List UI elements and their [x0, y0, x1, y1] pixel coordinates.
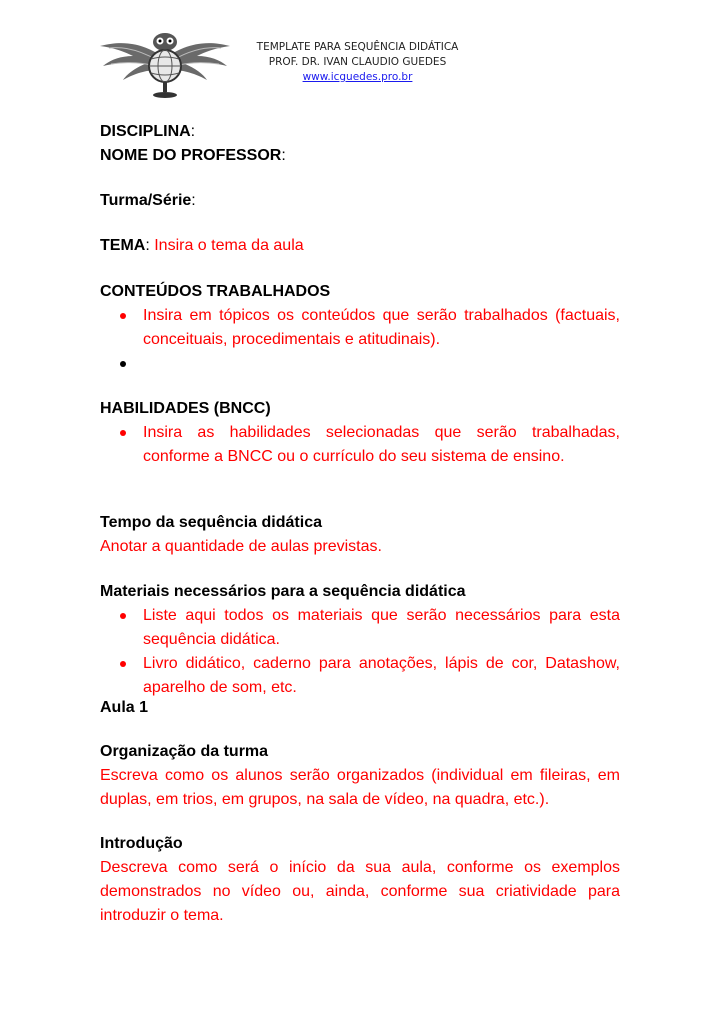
- disciplina-label: DISCIPLINA: [100, 123, 191, 140]
- list-item-text: Insira as habilidades selecionadas que serão trabalhadas, conforme a BNCC ou o currículo do seu sistema de ensino.: [143, 424, 620, 465]
- list-item: [100, 421, 620, 469]
- introducao-heading: Introdução: [100, 835, 183, 852]
- bullet-icon: [120, 430, 126, 436]
- aula-heading: Aula 1: [100, 699, 149, 716]
- colon: :: [190, 123, 196, 140]
- bullet-icon: [120, 313, 126, 319]
- colon: :: [281, 147, 286, 164]
- list-item-text: Liste aqui todos os materiais que serão necessários para esta sequência didática.: [143, 607, 620, 648]
- organizacao-heading: Organização da turma: [100, 743, 269, 760]
- professor-label: NOME DO PROFESSOR: [100, 147, 282, 164]
- tempo-text: Anotar a quantidade de aulas previstas.: [100, 538, 382, 555]
- turma-label: Turma/Série: [100, 192, 192, 209]
- field-professor: [100, 144, 286, 168]
- field-turma: [100, 189, 196, 213]
- organizacao-text: Escreva como os alunos serão organizados (individual em fileiras, em duplas, em trios, em grupos, na sala de vídeo, na quadra, etc.).: [100, 767, 620, 808]
- tempo-heading: Tempo da sequência didática: [100, 514, 322, 531]
- introducao-text: Descreva como será o início da sua aula, conforme os exemplos demonstrados no vídeo ou, ainda, conforme sua criatividade para introduzir o tema.: [100, 859, 620, 924]
- list-item: [100, 652, 620, 700]
- materiais-heading: Materiais necessários para a sequência didática: [100, 583, 466, 600]
- bullet-icon: [120, 361, 126, 367]
- colon: :: [145, 237, 150, 254]
- colon: :: [191, 192, 196, 209]
- header-text: [240, 40, 475, 85]
- tema-value: Insira o tema da aula: [154, 237, 304, 254]
- bullet-icon: [120, 661, 126, 667]
- bullet-icon: [120, 613, 126, 619]
- header-author: PROF. DR. IVAN CLAUDIO GUEDES: [268, 56, 447, 68]
- field-disciplina: [100, 120, 195, 144]
- header-title: TEMPLATE PARA SEQUÊNCIA DIDÁTICA: [256, 41, 459, 53]
- list-item: [100, 304, 620, 352]
- habilidades-heading: HABILIDADES (BNCC): [100, 400, 271, 417]
- page-header: [0, 0, 707, 110]
- conteudos-heading: CONTEÚDOS TRABALHADOS: [100, 283, 331, 300]
- list-item-text: Insira em tópicos os conteúdos que serão trabalhados (factuais, conceituais, procedimentais e atitudinais).: [143, 307, 620, 348]
- field-tema: [100, 234, 304, 258]
- list-item: [100, 604, 620, 652]
- owl-logo-icon: [95, 28, 235, 102]
- list-item: [100, 352, 620, 376]
- list-item-text: Livro didático, caderno para anotações, lápis de cor, Datashow, aparelho de som, etc.: [143, 655, 620, 696]
- tema-label: TEMA: [100, 237, 146, 254]
- header-website-link[interactable]: www.icguedes.pro.br: [302, 71, 413, 83]
